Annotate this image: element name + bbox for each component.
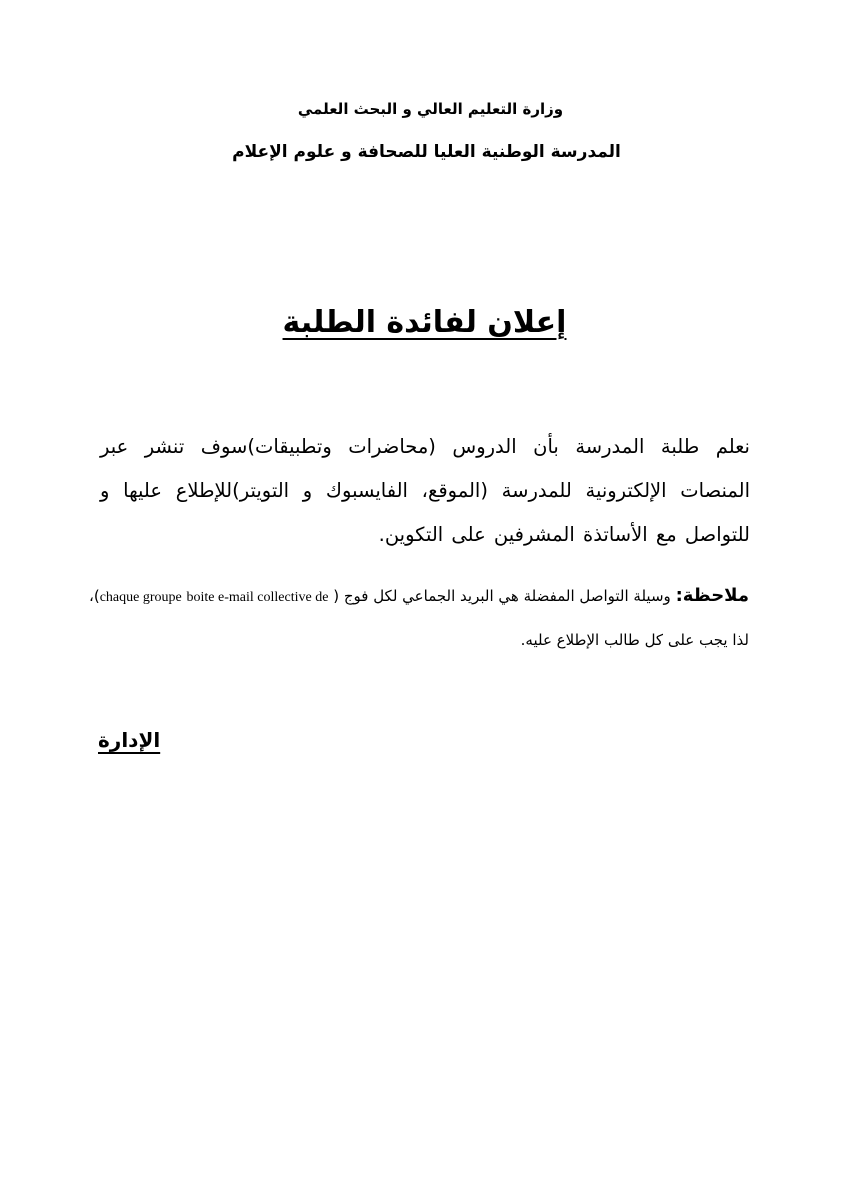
note-text-before: وسيلة التواصل المفضلة هي البريد الجماعي لكل فوج ( bbox=[333, 587, 671, 605]
note-latin-a: boite e-mail collective de bbox=[186, 590, 329, 605]
note-latin-b: chaque groupe bbox=[99, 590, 182, 605]
note-label: ملاحظة: bbox=[675, 585, 749, 606]
announcement-title: إعلان لفائدة الطلبة bbox=[282, 305, 567, 340]
announcement-body: نعلم طلبة المدرسة بأن الدروس (محاضرات وتطبيقات)سوف تنشر عبر المنصات الإلكترونية للمدرسة (الموقع، الفايسبوك و التويتر)للإطلاع عليها و للتواصل مع الأساتذة المشرفين على التكوين. bbox=[100, 435, 750, 546]
ministry-name: وزارة التعليم العالي و البحث العلمي bbox=[297, 100, 564, 118]
administration-signature: الإدارة bbox=[98, 728, 161, 752]
note-block bbox=[89, 575, 749, 661]
school-name: المدرسة الوطنية العليا للصحافة و علوم الإعلام bbox=[232, 142, 621, 162]
note-text-after: )، لذا يجب على كل طالب الإطلاع عليه. bbox=[89, 587, 749, 649]
